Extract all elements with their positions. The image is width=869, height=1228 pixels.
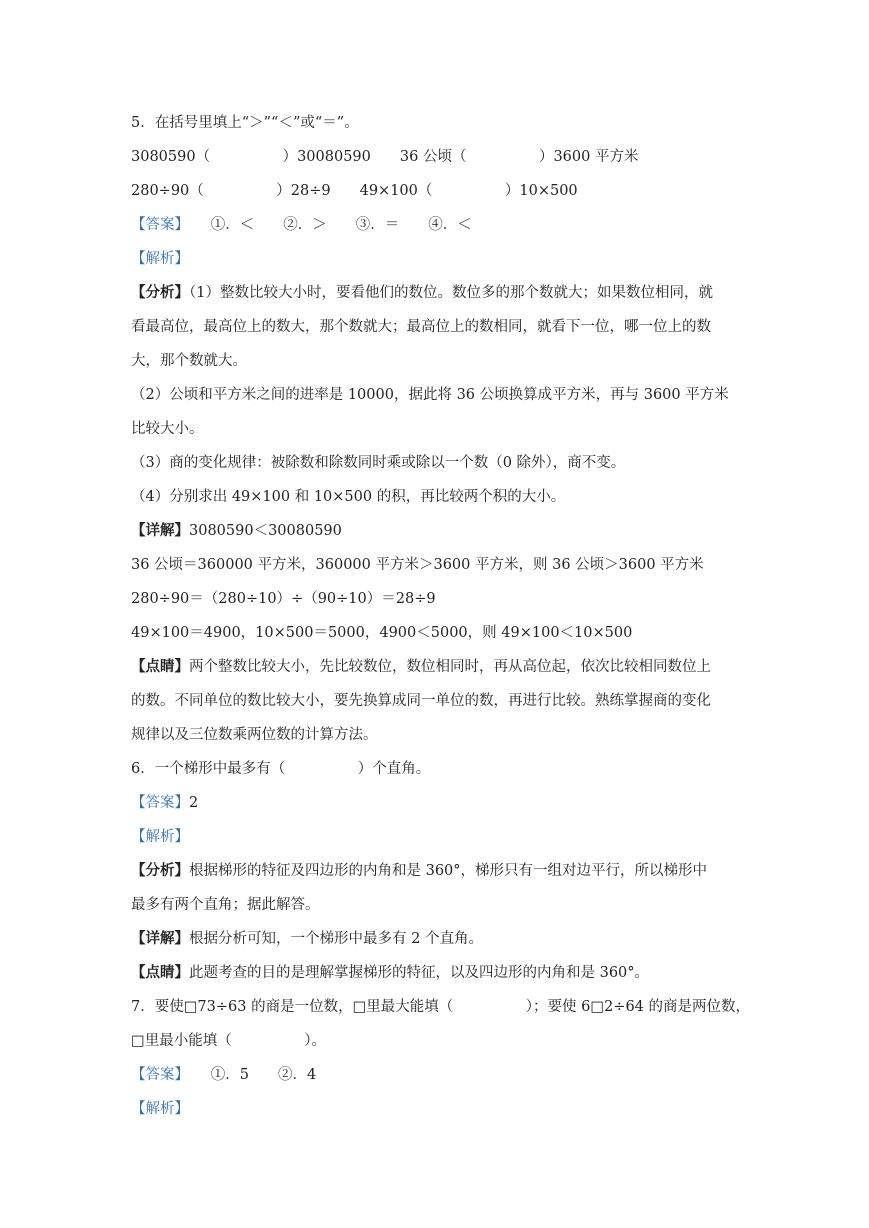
question-7-answer — [131, 1065, 316, 1085]
analysis-tag: 【解析】 — [131, 1101, 189, 1117]
question-5-row-1: 3080590（ ）30080590 36 公顷（ ）3600 平方米 — [131, 149, 639, 165]
fenxi-paragraph — [131, 861, 707, 881]
analysis-tag: 【解析】 — [131, 251, 189, 267]
fenxi-paragraph — [131, 283, 713, 303]
dianjing-tag: 【点睛】 — [131, 658, 189, 675]
fenxi-tag: 【分析】 — [131, 862, 189, 879]
fenxi-line: 大，那个数就大。 — [131, 353, 247, 369]
xiangjie-text: 3080590＜30080590 — [189, 523, 342, 539]
xiangjie-line: 36 公顷＝360000 平方米，360000 平方米＞3600 平方米，则 36 公顷＞3600 平方米 — [131, 557, 704, 573]
question-5-answer — [131, 215, 472, 235]
fenxi-line: 比较大小。 — [131, 421, 204, 437]
question-5-title: 5．在括号里填上“＞”“＜”或“＝”。 — [131, 115, 359, 131]
question-7-title-line-2: □里最小能填（ ）。 — [131, 1033, 326, 1049]
dianjing-text: 此题考查的目的是理解掌握梯形的特征，以及四边形的内角和是 360°。 — [189, 965, 650, 981]
question-6-answer — [131, 793, 198, 813]
answer-text: 2 — [189, 795, 199, 811]
dianjing-text: 两个整数比较大小，先比较数位，数位相同时，再从高位起，依次比较相同数位上 — [189, 659, 711, 675]
xiangjie-line: 280÷90＝（280÷10）÷（90÷10）＝28÷9 — [131, 591, 436, 607]
fenxi-text: （1）整数比较大小时，要看他们的数位。数位多的那个数就大；如果数位相同，就 — [189, 285, 713, 301]
fenxi-tag: 【分析】 — [131, 284, 189, 301]
question-6-title: 6．一个梯形中最多有（ ）个直角。 — [131, 761, 431, 777]
xiangjie-text: 根据分析可知，一个梯形中最多有 2 个直角。 — [189, 931, 483, 947]
fenxi-line: （3）商的变化规律：被除数和除数同时乘或除以一个数（0 除外），商不变。 — [131, 455, 626, 471]
answer-tag: 【答案】 — [131, 217, 182, 233]
answer-text: ①．5 ②．4 — [181, 1067, 317, 1083]
answer-text: ①．＜ ②．＞ ③．＝ ④．＜ — [181, 217, 472, 233]
fenxi-line: （4）分别求出 49×100 和 10×500 的积，再比较两个积的大小。 — [131, 489, 566, 505]
dianjing-paragraph — [131, 963, 649, 983]
question-5-row-2: 280÷90（ ）28÷9 49×100（ ）10×500 — [131, 183, 578, 199]
dianjing-tag: 【点睛】 — [131, 964, 189, 981]
dianjing-line: 规律以及三位数乘两位数的计算方法。 — [131, 727, 378, 743]
fenxi-line: 最多有两个直角；据此解答。 — [131, 897, 320, 913]
xiangjie-paragraph — [131, 521, 342, 541]
fenxi-line: 看最高位，最高位上的数大，那个数就大；最高位上的数相同，就看下一位，哪一位上的数 — [131, 319, 711, 335]
question-7-title: 7．要使□73÷63 的商是一位数，□里最大能填（ ）；要使 6□2÷64 的商是两位数， — [131, 999, 751, 1015]
xiangjie-tag: 【详解】 — [131, 930, 189, 947]
fenxi-line: （2）公顷和平方米之间的进率是 10000，据此将 36 公顷换算成平方米，再与 3600 平方米 — [131, 387, 729, 403]
xiangjie-line: 49×100＝4900，10×500＝5000，4900＜5000，则 49×100＜10×500 — [131, 625, 633, 641]
dianjing-line: 的数。不同单位的数比较大小，要先换算成同一单位的数，再进行比较。熟练掌握商的变化 — [131, 693, 711, 709]
xiangjie-tag: 【详解】 — [131, 522, 189, 539]
answer-tag: 【答案】 — [131, 795, 189, 811]
dianjing-paragraph — [131, 657, 711, 677]
answer-tag: 【答案】 — [131, 1067, 182, 1083]
xiangjie-paragraph — [131, 929, 483, 949]
analysis-tag: 【解析】 — [131, 829, 189, 845]
fenxi-text: 根据梯形的特征及四边形的内角和是 360°，梯形只有一组对边平行，所以梯形中 — [189, 863, 708, 879]
